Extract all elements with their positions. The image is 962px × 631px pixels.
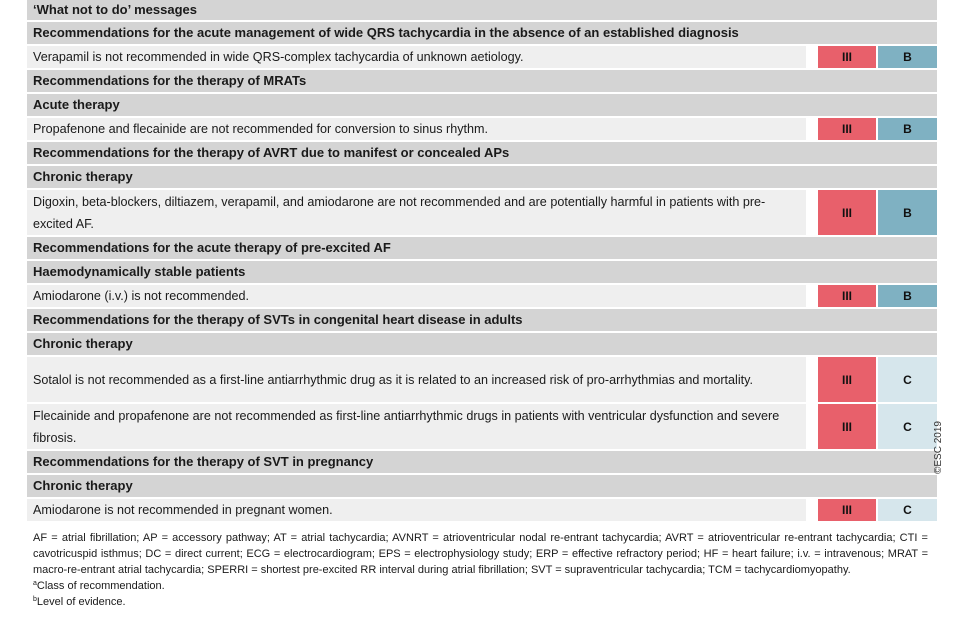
recommendation-text: Verapamil is not recommended in wide QRS-complex tachycardia of unknown aetiology. bbox=[27, 46, 806, 68]
subsection-header: Chronic therapy bbox=[27, 333, 937, 355]
class-badge: III bbox=[818, 357, 876, 402]
class-badge: III bbox=[818, 404, 876, 449]
footnote-b-mark: b bbox=[33, 596, 37, 603]
subsection-header: Haemodynamically stable patients bbox=[27, 261, 937, 283]
section-header: Recommendations for the therapy of SVT in pregnancy bbox=[27, 451, 937, 473]
recommendation-text: Sotalol is not recommended as a first-line antiarrhythmic drug as it is related to an increased risk of pro-arrhythmias and mortality. bbox=[27, 357, 806, 402]
level-badge: B bbox=[878, 46, 937, 68]
section-header: Recommendations for the therapy of MRATs bbox=[27, 70, 937, 92]
recommendation-text: Amiodarone (i.v.) is not recommended. bbox=[27, 285, 806, 307]
level-badge: C bbox=[878, 357, 937, 402]
recommendation-row bbox=[27, 118, 937, 140]
recommendation-row bbox=[27, 190, 937, 235]
recommendation-row bbox=[27, 46, 937, 68]
class-badge: III bbox=[818, 499, 876, 521]
class-badge: III bbox=[818, 285, 876, 307]
recommendations-table bbox=[27, 0, 937, 521]
footnote-b: $^b$Level of evidence. bbox=[33, 596, 126, 608]
level-badge: C bbox=[878, 404, 937, 449]
recommendation-text: Amiodarone is not recommended in pregnant women. bbox=[27, 499, 806, 521]
footnotes bbox=[33, 530, 928, 610]
section-header: Recommendations for the therapy of SVTs in congenital heart disease in adults bbox=[27, 309, 937, 331]
recommendation-text: Digoxin, beta-blockers, diltiazem, verapamil, and amiodarone are not recommended and are potentially harmful in patients with pre-excited AF. bbox=[27, 190, 806, 235]
copyright-label: ©ESC 2019 bbox=[932, 421, 944, 474]
recommendation-row bbox=[27, 285, 937, 307]
subsection-header: Acute therapy bbox=[27, 94, 937, 116]
level-badge: C bbox=[878, 499, 937, 521]
section-header: Recommendations for the acute therapy of pre-excited AF bbox=[27, 237, 937, 259]
class-badge: III bbox=[818, 118, 876, 140]
section-header: Recommendations for the acute management of wide QRS tachycardia in the absence of an established diagnosis bbox=[27, 22, 937, 44]
class-badge: III bbox=[818, 190, 876, 235]
footnote-a-mark: a bbox=[33, 580, 37, 587]
recommendation-text: Flecainide and propafenone are not recommended as first-line antiarrhythmic drugs in patients with ventricular dysfunction and severe fibrosis. bbox=[27, 404, 806, 449]
section-header: Recommendations for the therapy of AVRT due to manifest or concealed APs bbox=[27, 142, 937, 164]
recommendation-row bbox=[27, 499, 937, 521]
subsection-header: Chronic therapy bbox=[27, 166, 937, 188]
level-badge: B bbox=[878, 118, 937, 140]
abbreviations-note: AF = atrial fibrillation; AP = accessory pathway; AT = atrial tachycardia; AVNRT = atrioventricular nodal re-entrant tachycardia; AVRT = atrioventricular re-entrant tachycardia; CTI = cavotricuspid isthmus; DC = direct current; ECG = electrocardiogram; EPS = electrophysiology study; ERP = effective refractory period; HF = heart failure; i.v. = intravenous; MRAT = macro-re-entrant atrial tachycardia; SPERRI = shortest pre-excited RR interval during atrial fibrillation; SVT = supraventricular tachycardia; TCM = tachycardiomyopathy. bbox=[33, 532, 928, 576]
level-badge: B bbox=[878, 285, 937, 307]
footnote-a: $^a$Class of recommendation. bbox=[33, 580, 165, 592]
recommendation-row bbox=[27, 404, 937, 449]
table-title: ‘What not to do’ messages bbox=[27, 0, 937, 20]
recommendation-row bbox=[27, 357, 937, 402]
level-badge: B bbox=[878, 190, 937, 235]
subsection-header: Chronic therapy bbox=[27, 475, 937, 497]
class-badge: III bbox=[818, 46, 876, 68]
recommendation-text: Propafenone and flecainide are not recommended for conversion to sinus rhythm. bbox=[27, 118, 806, 140]
